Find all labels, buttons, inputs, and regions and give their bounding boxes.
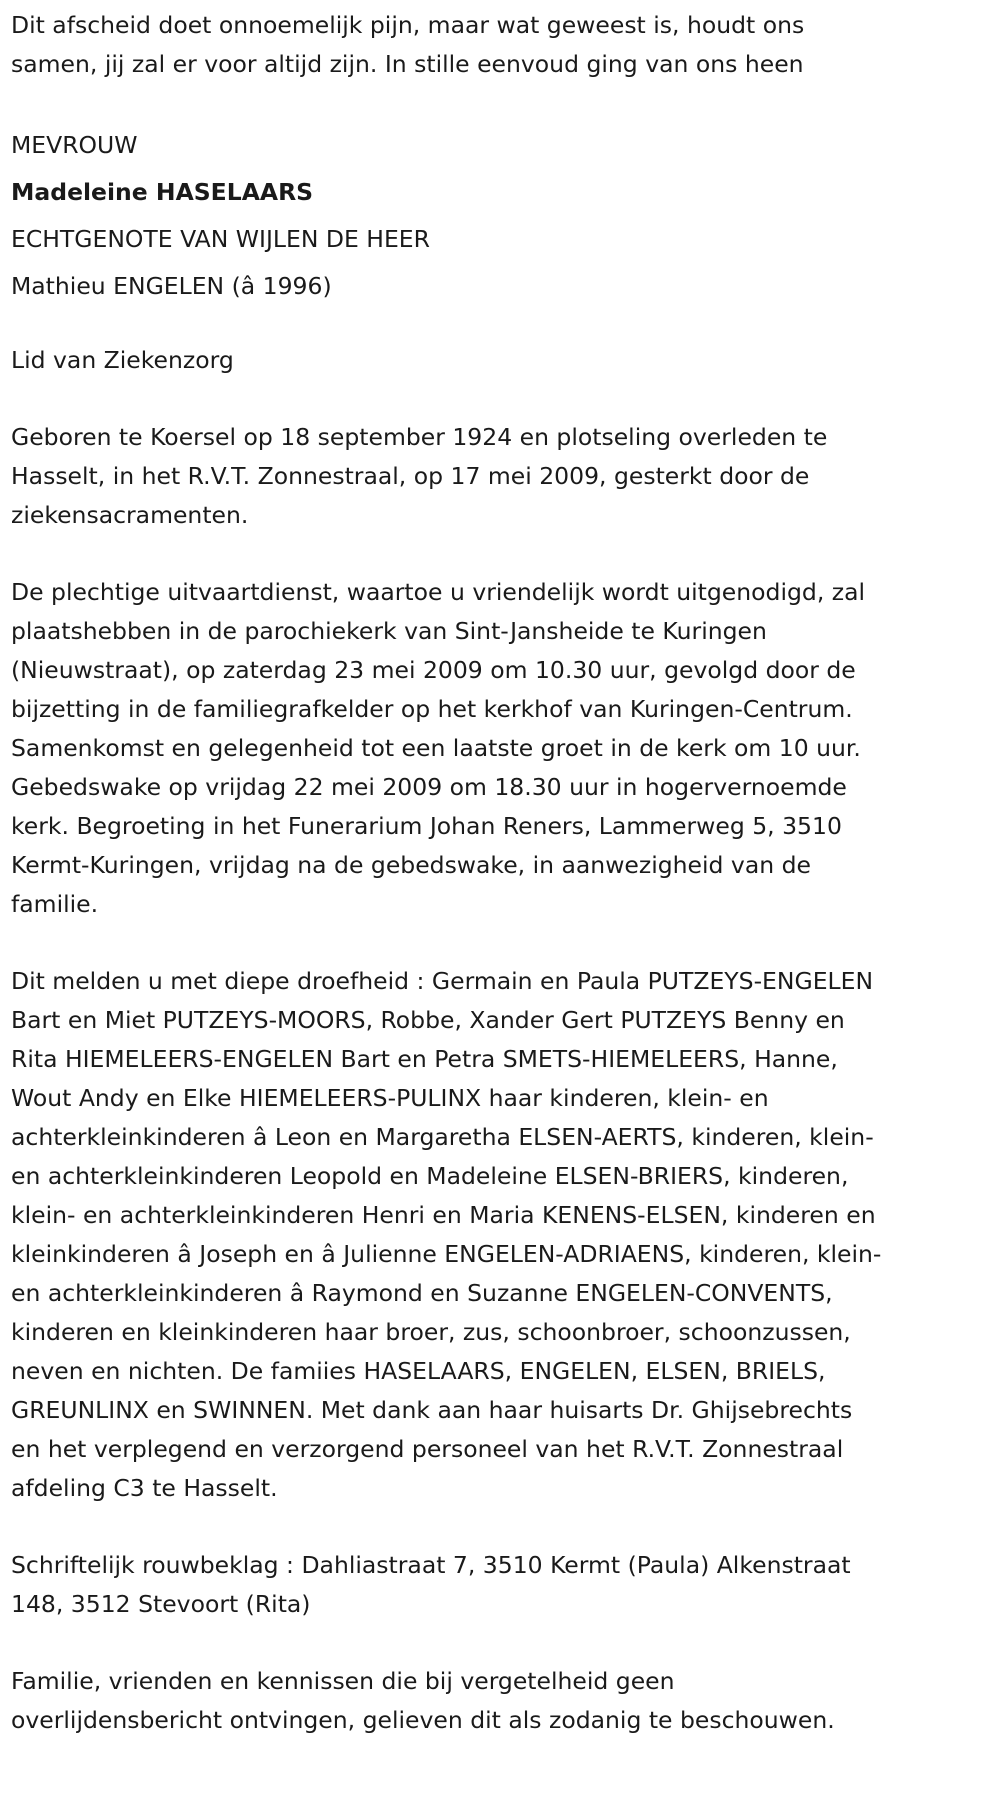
intro-line: samen, jij zal er voor altijd zijn. In stille eenvoud ging van ons heen <box>11 50 804 78</box>
family-line: kleinkinderen â Joseph en â Julienne ENGELEN-ADRIAENS, kinderen, klein- <box>11 1240 882 1268</box>
family-line: Bart en Miet PUTZEYS-MOORS, Robbe, Xander Gert PUTZEYS Benny en <box>11 1006 845 1034</box>
family-line: en het verplegend en verzorgend personeel van het R.V.T. Zonnestraal <box>11 1435 844 1463</box>
title-prefix: MEVROUW <box>11 131 138 159</box>
family-line: klein- en achterkleinkinderen Henri en Maria KENENS-ELSEN, kinderen en <box>11 1201 876 1229</box>
family-line: en achterkleinkinderen â Raymond en Suzanne ENGELEN-CONVENTS, <box>11 1279 833 1307</box>
birth-death-line: Geboren te Koersel op 18 september 1924 en plotseling overleden te <box>11 423 828 451</box>
funeral-line: bijzetting in de familiegrafkelder op het kerkhof van Kuringen-Centrum. <box>11 695 853 723</box>
deceased-name: Madeleine HASELAARS <box>11 178 314 206</box>
closing-line: Familie, vrienden en kennissen die bij vergetelheid geen <box>11 1667 675 1695</box>
spouse-line: Mathieu ENGELEN (â 1996) <box>11 272 332 300</box>
family-line: GREUNLINX en SWINNEN. Met dank aan haar huisarts Dr. Ghijsebrechts <box>11 1396 853 1424</box>
birth-death-line: ziekensacramenten. <box>11 501 249 529</box>
birth-death-line: Hasselt, in het R.V.T. Zonnestraal, op 17 mei 2009, gesterkt door de <box>11 462 810 490</box>
membership-paragraph <box>11 341 992 380</box>
condolences-paragraph <box>11 1546 992 1624</box>
membership-line: Lid van Ziekenzorg <box>11 346 234 374</box>
family-line: kinderen en kleinkinderen haar broer, zus, schoonbroer, schoonzussen, <box>11 1318 851 1346</box>
deceased-header <box>11 122 992 310</box>
intro-paragraph <box>11 6 992 84</box>
condolences-line: Schriftelijk rouwbeklag : Dahliastraat 7, 3510 Kermt (Paula) Alkenstraat <box>11 1551 851 1579</box>
closing-line: overlijdensbericht ontvingen, gelieven dit als zodanig te beschouwen. <box>11 1706 835 1734</box>
family-line: neven en nichten. De famiies HASELAARS, ENGELEN, ELSEN, BRIELS, <box>11 1357 826 1385</box>
family-line: Wout Andy en Elke HIEMELEERS-PULINX haar kinderen, klein- en <box>11 1084 769 1112</box>
funeral-line: kerk. Begroeting in het Funerarium Johan Reners, Lammerweg 5, 3510 <box>11 812 842 840</box>
funeral-line: Gebedswake op vrijdag 22 mei 2009 om 18.30 uur in hogervernoemde <box>11 773 847 801</box>
funeral-line: (Nieuwstraat), op zaterdag 23 mei 2009 om 10.30 uur, gevolgd door de <box>11 656 856 684</box>
birth-death-paragraph <box>11 418 992 535</box>
funeral-line: plaatshebben in de parochiekerk van Sint-Jansheide te Kuringen <box>11 617 767 645</box>
funeral-line: familie. <box>11 890 99 918</box>
funeral-paragraph <box>11 573 992 924</box>
funeral-line: Samenkomst en gelegenheid tot een laatste groet in de kerk om 10 uur. <box>11 734 861 762</box>
family-line: achterkleinkinderen â Leon en Margaretha ELSEN-AERTS, kinderen, klein- <box>11 1123 874 1151</box>
family-line: en achterkleinkinderen Leopold en Madeleine ELSEN-BRIERS, kinderen, <box>11 1162 849 1190</box>
family-line: Dit melden u met diepe droefheid : Germain en Paula PUTZEYS-ENGELEN <box>11 967 874 995</box>
relation-line: ECHTGENOTE VAN WIJLEN DE HEER <box>11 225 430 253</box>
funeral-line: De plechtige uitvaartdienst, waartoe u vriendelijk wordt uitgenodigd, zal <box>11 578 866 606</box>
family-paragraph <box>11 962 992 1508</box>
funeral-line: Kermt-Kuringen, vrijdag na de gebedswake, in aanwezigheid van de <box>11 851 811 879</box>
family-line: afdeling C3 te Hasselt. <box>11 1474 278 1502</box>
closing-paragraph <box>11 1662 992 1740</box>
intro-line: Dit afscheid doet onnoemelijk pijn, maar wat geweest is, houdt ons <box>11 11 805 39</box>
family-line: Rita HIEMELEERS-ENGELEN Bart en Petra SMETS-HIEMELEERS, Hanne, <box>11 1045 838 1073</box>
condolences-line: 148, 3512 Stevoort (Rita) <box>11 1590 311 1618</box>
